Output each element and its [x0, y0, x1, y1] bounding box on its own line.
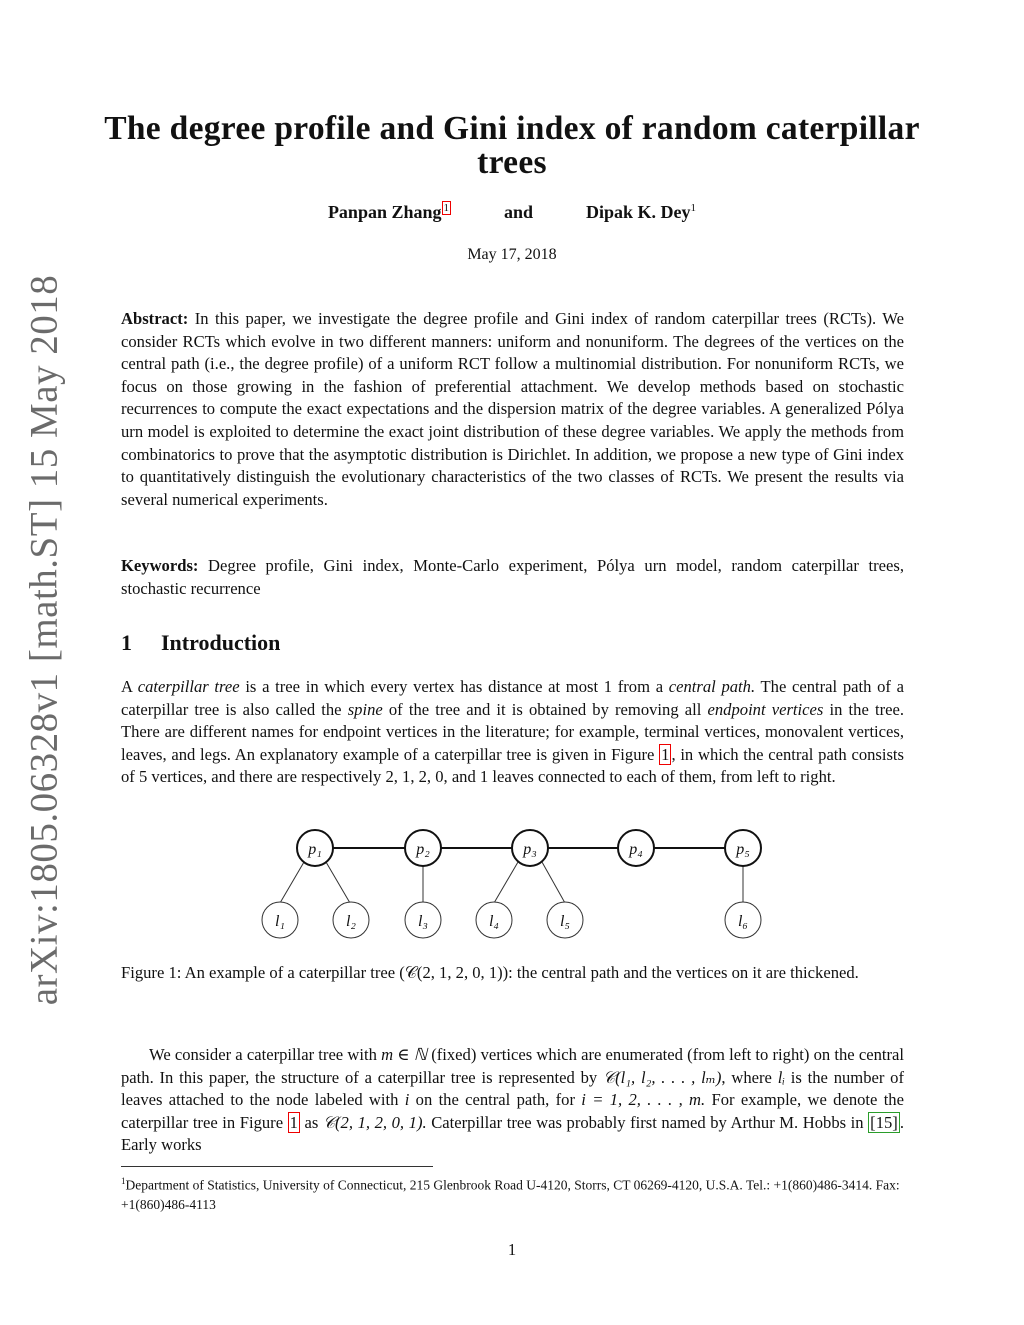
para-text: is the number of leaves attached to the node labeled with	[121, 1067, 905, 1110]
keywords-label: Keywords:	[121, 556, 199, 575]
footnote-mark: 1	[121, 1176, 126, 1186]
leaf-edge	[326, 862, 350, 903]
author-2-footnote-mark: 1	[690, 202, 697, 214]
node-label-p4: p₄	[629, 841, 643, 858]
author-1-footnote-link[interactable]: 1	[443, 202, 449, 214]
intro-emph: spine	[347, 699, 383, 719]
abstract-label: Abstract:	[121, 309, 189, 328]
leaf-edge	[542, 862, 565, 903]
intro-text: is a tree in which every vertex has distance at most 1 from a	[239, 677, 669, 696]
citation-link[interactable]: [15]	[870, 1112, 898, 1132]
para-text: , where	[721, 1067, 778, 1087]
intro-paragraph	[121, 676, 904, 789]
para-text: as	[299, 1112, 323, 1132]
para-text: on the central path, for	[409, 1090, 582, 1110]
math-inline: i = 1, 2, . . . , m.	[581, 1090, 706, 1110]
footnote	[121, 1172, 904, 1214]
node-label-l5: l₅	[559, 913, 571, 930]
page-number: 1	[507, 1240, 517, 1259]
author-conjunction: and	[504, 202, 534, 222]
author-1: Panpan Zhang	[327, 202, 442, 222]
caterpillar-tree-figure	[240, 820, 800, 950]
math-inline: 𝒞(l₁, l₂, . . . , lₘ)	[603, 1067, 722, 1087]
para-text: For example, we denote the caterpillar tree in Figure	[121, 1090, 904, 1132]
keywords-text: Degree profile, Gini index, Monte-Carlo experiment, Pólya urn model, random caterpillar trees, stochastic recurrence	[121, 556, 904, 598]
para-text: (fixed) vertices which are enumerated (from left to right) on the central path. In this paper, the structure of a caterpillar tree is represented by	[121, 1045, 904, 1087]
math-inline: m ∈ ℕ	[381, 1045, 428, 1064]
node-label-p1: p₁	[308, 841, 322, 858]
para-text: . Early works	[121, 1112, 904, 1155]
figure-caption	[121, 962, 904, 985]
math-inline: lᵢ	[777, 1067, 785, 1087]
node-label-p3: p₃	[523, 841, 537, 858]
figure-1-link[interactable]: 1	[289, 1112, 298, 1132]
leaf-edge	[494, 862, 518, 903]
section-heading	[121, 630, 280, 656]
paper-date: May 17, 2018	[467, 246, 557, 263]
node-label-l1: l₁	[274, 913, 286, 930]
keywords	[121, 555, 904, 600]
intro-text: , in which the central path consists of 5 vertices, and there are respectively 2, 1, 2, 0, and 1 leaves connected to each of them, from left to right.	[121, 744, 905, 787]
intro-emph: endpoint vertices	[707, 699, 824, 719]
math-inline: 𝒞(2, 1, 2, 0, 1).	[322, 1112, 427, 1132]
intro-text: The central path of a caterpillar tree is also called the	[121, 677, 904, 719]
paper-title: The degree profile and Gini index of random caterpillar trees	[104, 110, 920, 181]
para-text: Caterpillar tree was probably first named by Arthur M. Hobbs in	[426, 1112, 869, 1132]
intro-text: of the tree and it is obtained by removing all	[382, 699, 708, 719]
arxiv-identifier[interactable]: arXiv:1805.06328v1 [math.ST] 15 May 2018	[22, 274, 66, 1006]
arxiv-sidebar	[0, 0, 90, 1325]
caption-text: An example of a caterpillar tree (𝒞(2, 1, 2, 0, 1)): the central path and the vertices on it are thickened.	[184, 963, 859, 982]
intro-text: A	[121, 677, 138, 696]
author-line	[100, 202, 924, 223]
leaf-node-circles	[262, 902, 761, 938]
node-label-l2: l₂	[345, 913, 357, 930]
node-label-l4: l₄	[488, 913, 500, 930]
intro-text: in the tree. There are different names for endpoint vertices in the literature; for example, terminal vertices, monovalent vertices, leaves, and legs. An explanatory example of a caterpillar tree is given in Figure	[121, 699, 904, 764]
footnote-divider	[121, 1166, 433, 1167]
section-title: Introduction	[161, 630, 281, 655]
leaf-edges	[280, 862, 743, 903]
footnote-text: Department of Statistics, University of Connecticut, 215 Glenbrook Road U-4120, Storrs, CT 06269-4120, U.S.A. Tel.: +1(860)486-3414. Fax: +1(860)486-4113	[121, 1177, 900, 1212]
caption-label: Figure 1:	[121, 963, 182, 982]
intro-emph: caterpillar tree	[137, 677, 240, 696]
leaf-edge	[280, 862, 304, 903]
abstract	[121, 308, 904, 511]
node-label-p2: p₂	[416, 841, 430, 858]
node-label-l3: l₃	[417, 913, 429, 930]
para-text: We consider a caterpillar tree with	[149, 1045, 382, 1064]
figure-1-link[interactable]: 1	[661, 744, 670, 764]
section-number: 1	[121, 630, 132, 655]
math-inline: i	[404, 1090, 410, 1110]
body-paragraph-2	[121, 1044, 904, 1157]
author-2: Dipak K. Dey	[586, 202, 691, 222]
node-label-l6: l₆	[737, 913, 749, 930]
node-label-p5: p₅	[736, 841, 750, 858]
intro-emph: central path.	[668, 677, 756, 696]
abstract-text: In this paper, we investigate the degree profile and Gini index of random caterpillar trees (RCTs). We consider RCTs which evolve in two different manners: uniform and nonuniform. The degrees of the vertices on the central path (i.e., the degree profile) of a uniform RCT follow a multinomial distribution. For nonuniform RCTs, we focus on those growing in the fashion of preferential attachment. We develop methods based on stochastic recurrences to compute the exact expectations and the dispersion matrix of the degree variables. A generalized Pólya urn model is exploited to determine the exact joint distribution of these degree variables. We apply the methods from combinatorics to prove that the asymptotic distribution is Dirichlet. In addition, we propose a new type of Gini index to quantitatively distinguish the evolutionary characteristics of the two classes of RCTs. We present the results via several numerical experiments.	[121, 309, 904, 509]
